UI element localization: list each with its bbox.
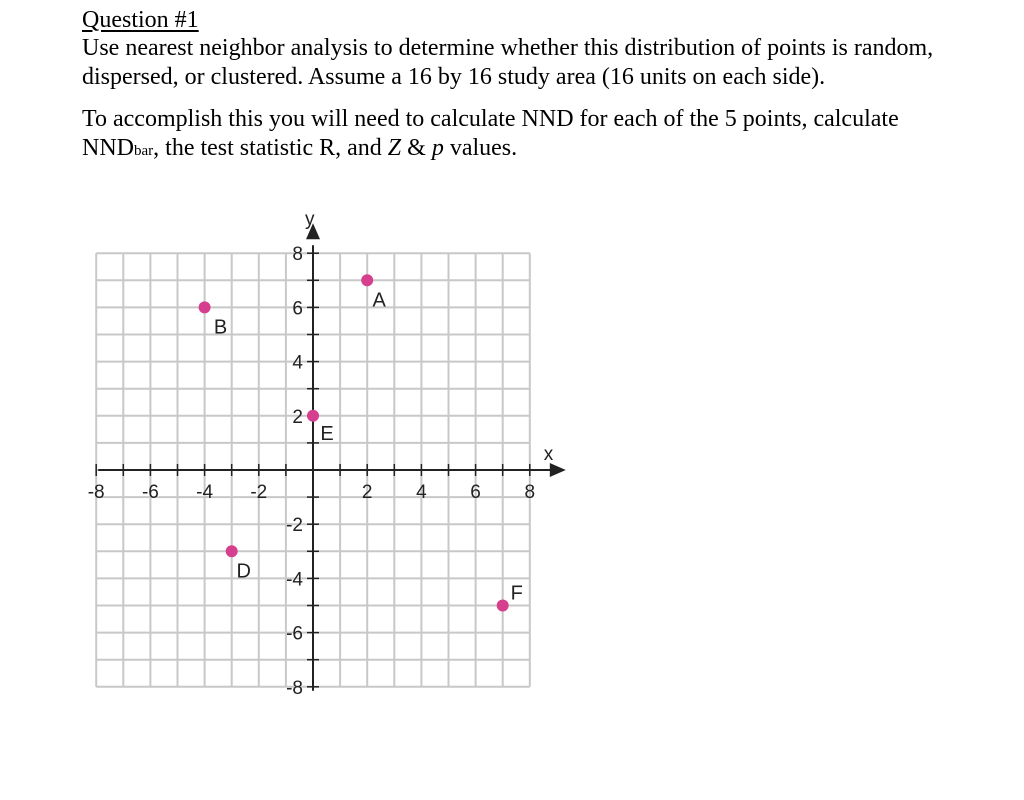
question-title: Question #1 xyxy=(82,7,199,33)
question-line-4-mid: , the test statistic R, and xyxy=(153,135,388,161)
x-tick-label: -8 xyxy=(87,482,105,503)
question-line-1: Use nearest neighbor analysis to determine whether this distribution of points is random, xyxy=(82,35,934,61)
x-tick-label: 2 xyxy=(361,482,373,503)
x-tick-label: -2 xyxy=(250,482,268,503)
y-tick-label: -6 xyxy=(286,623,303,645)
x-axis-label: x xyxy=(543,444,554,465)
point-d xyxy=(226,545,238,557)
question-line-3: To accomplish this you will need to calculate NND for each of the 5 points, calculate xyxy=(82,106,899,132)
x-tick-label: -6 xyxy=(141,482,159,503)
x-tick-label: 6 xyxy=(470,482,481,503)
y-tick-label: -2 xyxy=(286,515,303,537)
axes xyxy=(98,209,566,691)
question-line-2: dispersed, or clustered. Assume a 16 by 16 study area (16 units on each side). xyxy=(82,64,826,90)
y-tick-label: -4 xyxy=(286,569,303,591)
x-tick-label: 8 xyxy=(524,482,536,503)
point-label-a: A xyxy=(372,289,386,312)
x-tick-label: 4 xyxy=(416,482,427,503)
point-label-d: D xyxy=(236,560,251,583)
question-line-4-end: values. xyxy=(443,135,518,161)
z-symbol: Z xyxy=(387,135,402,161)
ticks xyxy=(88,244,535,699)
y-tick-label: 6 xyxy=(292,298,303,320)
p-symbol: p xyxy=(431,135,444,161)
point-label-f: F xyxy=(510,582,523,605)
point-a xyxy=(361,274,373,286)
point-e xyxy=(307,410,319,422)
nnd-subscript: bar xyxy=(134,143,154,159)
ampersand: & xyxy=(401,135,432,161)
y-tick-label: -8 xyxy=(286,677,303,699)
x-axis-arrow xyxy=(550,463,566,477)
y-tick-label: 8 xyxy=(292,244,303,266)
y-axis-label: y xyxy=(305,209,315,231)
y-tick-label: 4 xyxy=(292,352,303,374)
point-f xyxy=(497,600,509,612)
nnd-label: NND xyxy=(82,135,134,161)
point-label-e: E xyxy=(320,422,334,445)
point-b xyxy=(199,301,211,313)
x-tick-label: -4 xyxy=(196,482,214,503)
point-label-b: B xyxy=(213,316,228,339)
y-tick-label: 2 xyxy=(292,406,303,428)
